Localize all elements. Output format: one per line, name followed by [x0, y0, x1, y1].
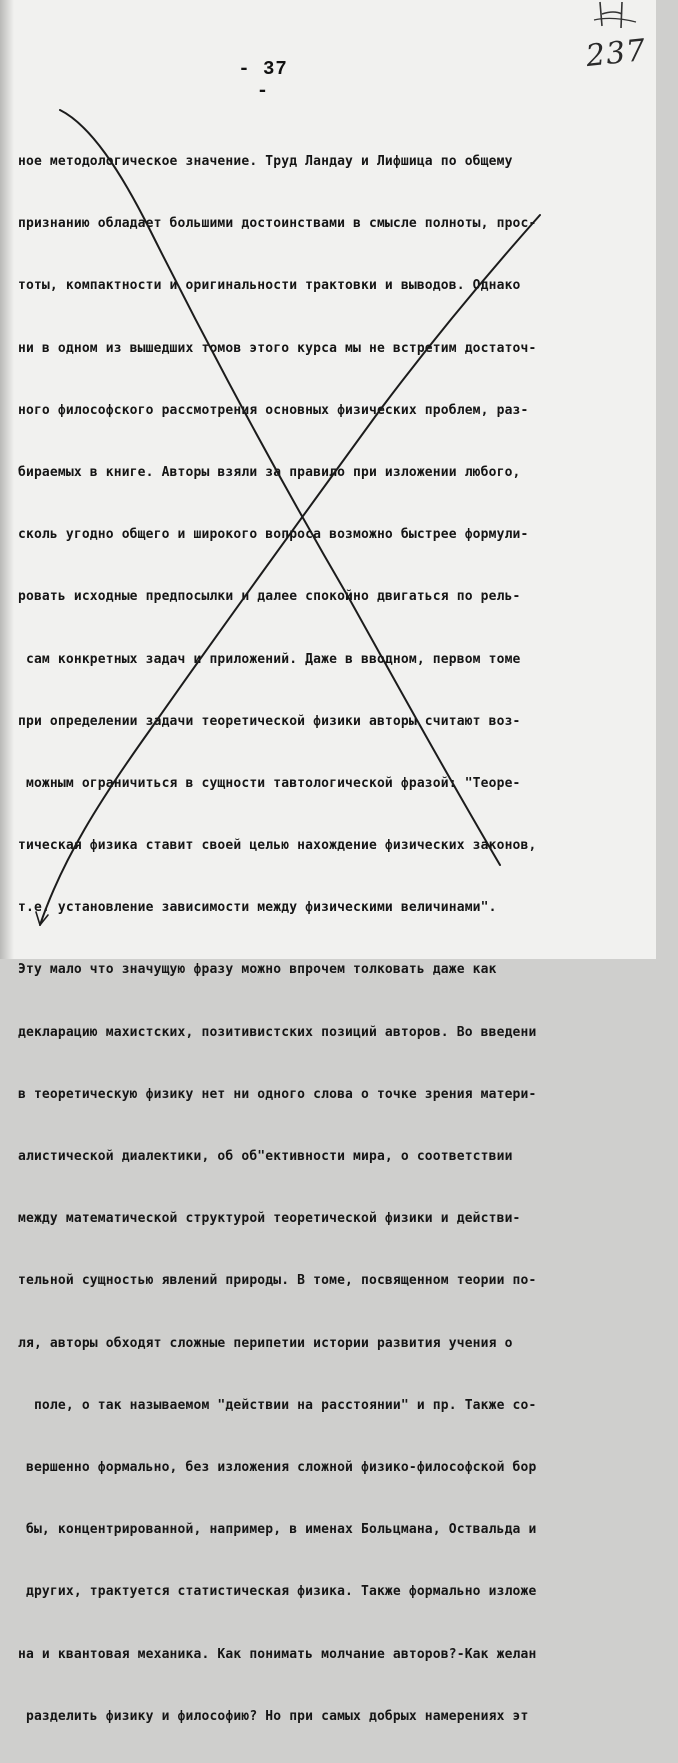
text-line: т.е. установление зависимости между физическими величинами".	[18, 900, 497, 916]
text-line: на и квантовая механика. Как понимать молчание авторов?-Как желан	[18, 1646, 537, 1662]
text-line: алистической диалектики, об об"ективности мира, о соответствии	[18, 1149, 513, 1164]
text-line: ного философского рассмотрения основных физических проблем, раз-	[18, 402, 529, 418]
text-line: других, трактуется статистическая физика. Также формально изложе	[18, 1584, 537, 1600]
text-line: разделить физику и философию? Но при самых добрых намерениях эт	[18, 1708, 529, 1724]
text-line: признанию обладает большими достоинствами в смысле полноты, прос-	[18, 216, 537, 232]
archive-page-number: 237	[584, 32, 648, 75]
text-line: при определении задачи теоретической физики авторы считают воз-	[18, 713, 521, 729]
typed-text-body	[18, 116, 678, 1763]
text-line: в теоретическую физику нет ни одного слова о точке зрения матери-	[18, 1086, 537, 1102]
archive-corner-signature-icon	[592, 0, 644, 34]
text-line: Эту мало что значущую фразу можно впрочем толковать даже как	[18, 962, 497, 978]
text-line: сколь угодно общего и широкого вопроса возможно быстрее формули-	[18, 527, 529, 543]
page-number: - 37 -	[238, 58, 288, 102]
text-line: поле, о так называемом "действии на расстоянии" и пр. Также со-	[18, 1397, 537, 1413]
text-line: тоты, компактности и оригинальности трактовки и выводов. Однако	[18, 278, 521, 294]
text-line: можным ограничиться в сущности тавтологической фразой: "Теоре-	[18, 775, 521, 791]
text-line: ное методологическое значение. Труд Ландау и Лифшица по общему	[18, 154, 513, 169]
text-line: вершенно формально, без изложения сложной физико-философской бор	[18, 1459, 537, 1475]
text-line: бы, концентрированной, например, в именах Больцмана, Оствальда и	[18, 1522, 537, 1538]
text-line: тельной сущностью явлений природы. В томе, посвященном теории по-	[18, 1273, 537, 1289]
text-line: ни в одном из вышедших томов этого курса мы не встретим достаточ-	[18, 340, 537, 356]
text-line: декларацию махистских, позитивистских позиций авторов. Во введени	[18, 1024, 537, 1040]
text-line: ля, авторы обходят сложные перипетии истории развития учения о	[18, 1335, 513, 1351]
text-line: сам конкретных задач и приложений. Даже в вводном, первом томе	[18, 651, 521, 667]
text-line: тическая физика ставит своей целью нахождение физических законов,	[18, 838, 537, 854]
text-line: ровать исходные предпосылки и далее спокойно двигаться по рель-	[18, 589, 521, 605]
text-line: между математической структурой теоретической физики и действи-	[18, 1211, 521, 1227]
text-line: бираемых в книге. Авторы взяли за правило при изложении любого,	[18, 464, 521, 480]
